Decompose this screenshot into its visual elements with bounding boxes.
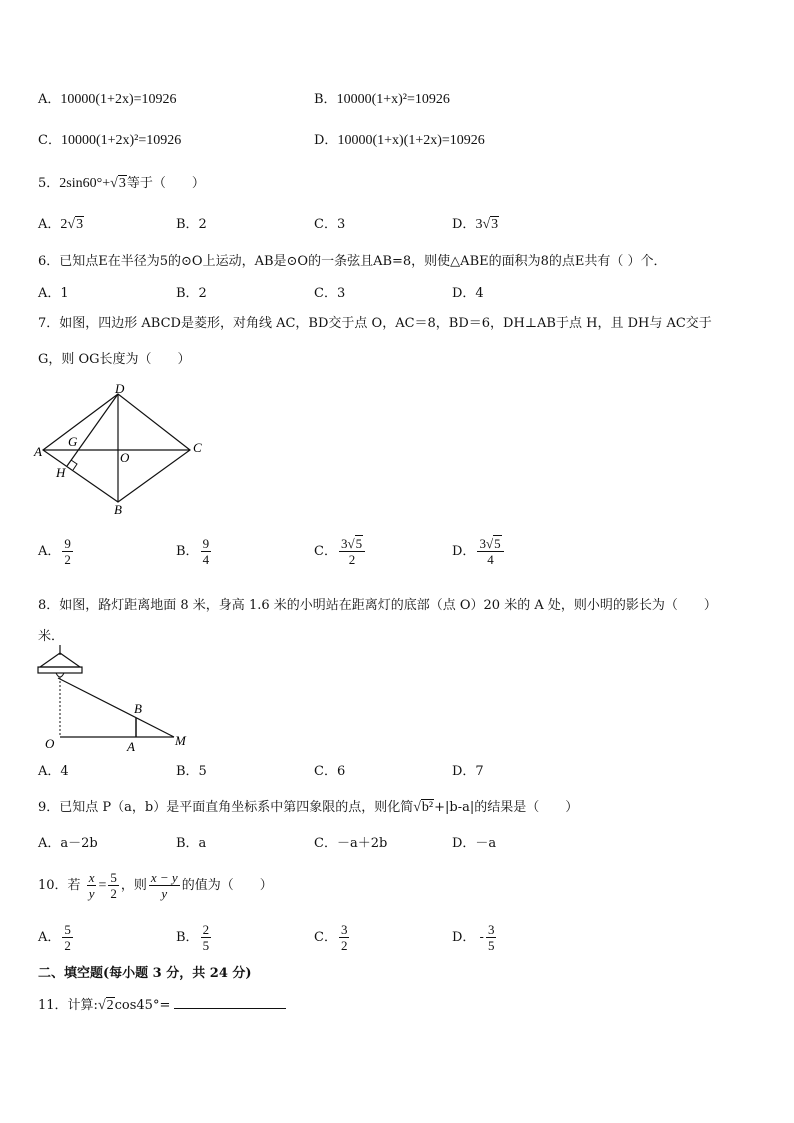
q10-option-c-num: 3 — [340, 922, 348, 937]
q9-stem-start: 9．已知点 P（a，b）是平面直角坐标系中第四象限的点，则化简 — [38, 800, 414, 815]
q10-option-d-den: 5 — [487, 938, 495, 953]
q6-option-b: B．2 — [176, 286, 207, 301]
q7-option-c-coef: 3 — [340, 536, 348, 551]
q7-option-d-den: 4 — [487, 552, 494, 567]
section-title-fill-in: 二、填空题(每小题 3 分，共 24 分) — [38, 966, 252, 981]
q11-radicand: 2 — [106, 998, 114, 1013]
q6-option-c: C．3 — [314, 286, 346, 301]
q6-option-a: A．1 — [38, 286, 69, 301]
q6-option-d: D．4 — [452, 286, 484, 301]
label-o: O — [120, 450, 130, 465]
q10-option-d — [452, 922, 498, 953]
q11-number: 11．计算: — [38, 998, 98, 1013]
q4-option-b-expr: 10000(1+x)²=10926 — [336, 92, 450, 107]
q10-option-a-den: 2 — [64, 938, 71, 953]
q7-option-d-coef: 3 — [479, 536, 486, 551]
q10-option-b — [176, 922, 213, 953]
q7-rhombus-figure — [30, 380, 220, 520]
label-d: D — [115, 381, 125, 396]
q5-option-d-coef: 3 — [475, 217, 483, 232]
q10-frac1-num: x — [88, 870, 95, 885]
q9-option-a: A．a－2b — [38, 836, 98, 851]
q4-option-c — [38, 129, 181, 149]
q10-number: 10．若 — [38, 878, 81, 893]
q4-option-a-letter: A． — [38, 92, 61, 107]
label-a: A — [127, 739, 135, 754]
q10-frac2-num: 5 — [110, 870, 117, 885]
q10-option-b-num: 2 — [202, 922, 210, 937]
q9-option-d: D．－a — [452, 836, 497, 851]
label-g: G — [68, 434, 78, 449]
q7-option-a-num: 9 — [64, 536, 71, 551]
q5-option-a: A．2√3 — [38, 217, 84, 232]
q4-option-d-expr: 10000(1+x)(1+2x)=10926 — [337, 133, 485, 148]
light-ray — [58, 678, 174, 737]
q5-option-a-radicand: 3 — [76, 217, 84, 232]
q7-option-b — [176, 536, 213, 567]
q5-option-c: C．3 — [314, 217, 346, 232]
label-b: B — [114, 502, 122, 517]
q7-option-d-letter: D． — [452, 544, 476, 559]
q5-option-a-coef: 2 — [60, 217, 68, 232]
segment-dh — [67, 394, 118, 466]
q9-option-c: C．－a＋2b — [314, 836, 388, 851]
q7-option-b-letter: B． — [176, 544, 199, 559]
q9-stem-end: +|b-a|的结果是（ ） — [434, 800, 579, 815]
q4-option-a-expr: 10000(1+2x)=10926 — [60, 92, 177, 107]
q10-frac3-den: y — [161, 886, 168, 901]
q8-option-d: D．7 — [452, 764, 484, 779]
q10-option-a-letter: A． — [38, 930, 61, 945]
q10-frac2-den: 2 — [110, 886, 117, 901]
q10-option-b-letter: B． — [176, 930, 199, 945]
label-b: B — [134, 701, 142, 716]
q7-option-a-letter: A． — [38, 544, 61, 559]
q7-option-c: C． $\frac{3√5}{2}$ — [314, 536, 367, 567]
q10-then: ，则 — [120, 878, 147, 893]
q10-option-c-den: 2 — [340, 938, 348, 953]
q10-option-a-num: 5 — [64, 922, 71, 937]
q8-stem-line2: 米． — [38, 629, 65, 644]
q11-expr: cos45°= — [114, 998, 171, 1013]
label-m: M — [175, 733, 186, 748]
q10-frac1-den: y — [88, 886, 95, 901]
q10-frac3-num: x − y — [150, 870, 178, 885]
q5-option-d: D．3√3 — [452, 217, 499, 232]
q4-option-d — [314, 129, 485, 149]
q5-option-b: B．2 — [176, 217, 207, 232]
q7-option-a-den: 2 — [64, 552, 71, 567]
label-o: O — [45, 736, 55, 751]
q7-option-d-radicand: 5 — [494, 536, 501, 551]
rhombus-abcd — [43, 394, 190, 502]
q10-stem — [38, 870, 273, 901]
q10-option-c-letter: C． — [314, 930, 337, 945]
q7-option-a — [38, 536, 75, 567]
q10-option-c — [314, 922, 351, 953]
q10-option-d-letter: D． - — [452, 930, 484, 945]
q5-radicand: 3 — [118, 176, 126, 191]
q8-streetlight-figure — [30, 645, 210, 755]
q8-stem-line1: 8．如图，路灯距离地面 8 米，身高 1.6 米的小明站在距离灯的底部（点 O）20 米的 A 处，则小明的影长为（ ） — [38, 598, 717, 613]
label-h: H — [56, 465, 66, 480]
q11-stem: 11．计算:√2cos45°= — [38, 994, 286, 1014]
q7-option-d: D． $\frac{3√5}{4}$ — [452, 536, 506, 567]
q9-radicand: b² — [421, 800, 434, 815]
q4-option-b-letter: B． — [314, 92, 337, 107]
q8-option-b: B．5 — [176, 764, 207, 779]
q5-tail: 等于（ ） — [126, 176, 205, 191]
q4-option-b — [314, 88, 450, 108]
q10-equals: = — [98, 878, 107, 893]
q8-option-a: A．4 — [38, 764, 69, 779]
q4-option-a — [38, 88, 177, 108]
q10-option-a — [38, 922, 75, 953]
label-a: A — [34, 444, 42, 459]
q9-option-b: B．a — [176, 836, 207, 851]
q7-stem-line1: 7．如图，四边形 ABCD是菱形，对角线 AC，BD交于点 O，AC＝8，BD＝6，DH⊥AB于点 H，且 DH与 AC交于 — [38, 316, 712, 331]
q7-option-c-den: 2 — [348, 552, 356, 567]
lamp-base — [38, 667, 82, 673]
q10-tail: 的值为（ ） — [181, 878, 273, 893]
q8-option-c: C．6 — [314, 764, 346, 779]
q9-stem: 9．已知点 P（a，b）是平面直角坐标系中第四象限的点，则化简√b²+|b-a|的结果是（ ） — [38, 800, 579, 815]
q6-stem: 6．已知点E在半径为5的⊙O上运动，AB是⊙O的一条弦且AB=8，则使△ABE的面积为8的点E共有（ ）个． — [38, 254, 667, 269]
q7-option-c-radicand: 5 — [355, 536, 363, 551]
q5-stem: 5．2sin60°+√3等于（ ） — [38, 176, 205, 191]
q5-option-a-letter: A． — [38, 217, 61, 232]
label-c: C — [193, 440, 202, 455]
lamp-shade — [40, 653, 80, 667]
q7-option-b-den: 4 — [202, 552, 210, 567]
q10-option-d-num: 3 — [487, 922, 495, 937]
q10-option-b-den: 5 — [202, 938, 210, 953]
q11-answer-blank[interactable] — [174, 996, 286, 1009]
right-angle-mark — [71, 460, 77, 470]
q5-number: 5． — [38, 176, 60, 191]
q7-stem-line2: G，则 OG长度为（ ） — [38, 352, 191, 367]
q5-expr: 2sin60°+ — [59, 176, 111, 191]
q4-option-d-letter: D． — [314, 133, 338, 148]
q5-option-d-radicand: 3 — [491, 217, 499, 232]
q5-option-d-letter: D． — [452, 217, 476, 232]
q7-option-b-num: 9 — [202, 536, 210, 551]
q7-option-c-letter: C． — [314, 544, 337, 559]
q4-option-c-expr: 10000(1+2x)²=10926 — [60, 133, 182, 148]
q4-option-c-letter: C． — [38, 133, 61, 148]
